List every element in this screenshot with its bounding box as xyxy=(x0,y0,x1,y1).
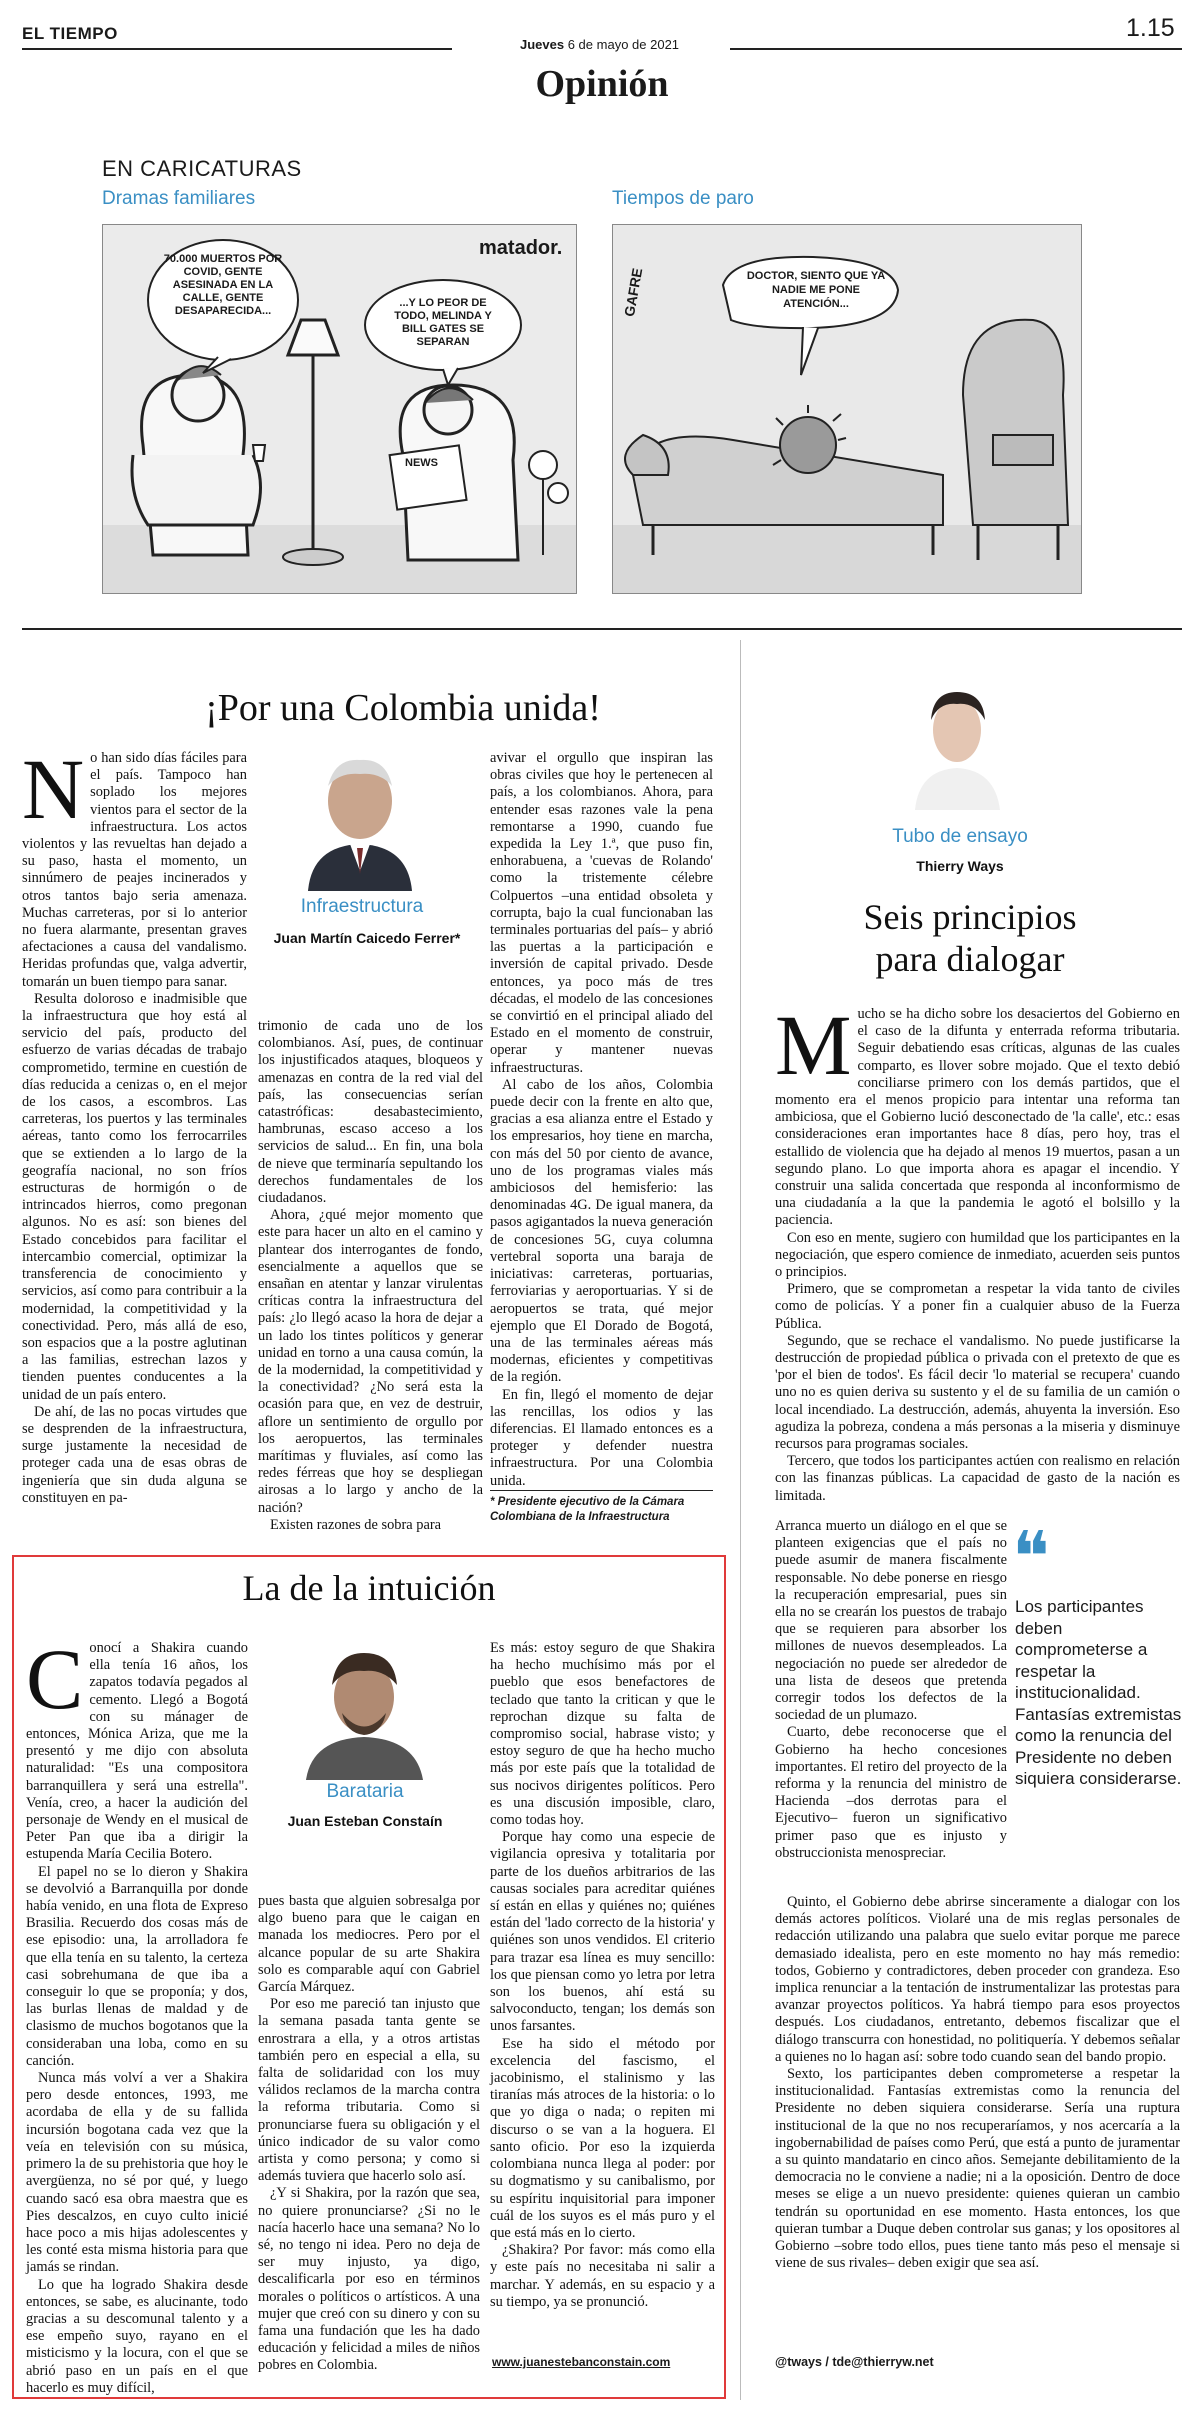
article-principios-p7: Cuarto, debe reconocerse que el Gobierno ha hecho concesiones importantes. El retiro del proyecto de la reforma y la renuncia del ministro de Hacienda –dos derrotas para el Ejecutivo– fueron un significativo primer paso que es injusto y obstruccionista menospreciar. xyxy=(775,1724,1007,1861)
footnote-rule xyxy=(490,1490,713,1491)
article-intuicion-p1: onocí a Shakira cuando ella tenía 16 años, los zapatos todavía pegados al cemento. Llegó a Bogotá con su mánager de entonces, Mónica Ariza, que me la presentó y me dijo con absoluta naturalidad: "Es una compositora barranquillera y será una estrella". Venía, creo, a hacer la audición del personaje de Wendy en el musical de Peter Pan que iba a dirigir la estupenda María Cecilia Botero. xyxy=(26,1640,248,1863)
article-intuicion-p3: Nunca más volví a ver a Shakira pero desde entonces, 1993, me acordaba de ella y de su fallida incursión bogotana cada vez que la veía en televisión con su música, primero la de su prehistoria que hoy le avergüenza, no sé por qué, y luego cuando sacó esa obra maestra que es Pies descalzos, en cuyo culto inicié hace poco a mis hijas adolescentes y les conté esta misma historia para que jamás se rindan. xyxy=(26,2070,248,2276)
article-principios-title-line1: Seis principios xyxy=(863,897,1077,937)
cartoon-left-title: Dramas familiares xyxy=(102,188,256,209)
article-intuicion-title: La de la intuición xyxy=(242,1568,496,1608)
article-colombia-footnote: * Presidente ejecutivo de la Cámara Colombiana de la Infraestructura xyxy=(490,1496,685,1523)
article-colombia-dropcap: N xyxy=(22,741,85,837)
article-intuicion-p2: El papel no se lo dieron y Shakira se devolvió a Barranquilla por donde había venido, en una flota de Expreso Brasilia. Recuerdo dos cosas más de ese episodio: una, la arrolladora fe que ella tenía en su talento, la certeza casi sobrehumana de que iba a conseguir lo que se proponía; y dos, las burlas llenas de maldad y de clasismo de muchos bogotanos que la consideraban una loba, como en su canción. xyxy=(26,1863,248,2069)
article-intuicion-dropcap: C xyxy=(26,1631,84,1727)
article-colombia-col3 xyxy=(490,750,713,1489)
brand-logo: EL TIEMPO xyxy=(22,24,118,43)
cartoon-right-bubble: DOCTOR, SIENTO QUE YA NADIE ME PONE ATENCIÓN... xyxy=(746,270,886,310)
article-intuicion-author: Juan Esteban Constaín xyxy=(287,1813,443,1829)
portrait-ways xyxy=(905,680,1010,810)
pull-quote-mark: ❝ xyxy=(1012,1516,1050,1598)
article-intuicion-col3 xyxy=(490,1640,715,2340)
article-colombia-col1 xyxy=(22,741,247,1530)
cartoon-left-signature: matador. xyxy=(479,237,563,259)
article-colombia-p9: En fin, llegó el momento de dejar las rencillas, los odios y las diferencias. El llamado entonces es a proteger y defender nuestra infraestructura. Por una Colombia unida. xyxy=(490,1386,713,1489)
article-principios-contact[interactable]: @tways / tde@thierryw.net xyxy=(775,2355,934,2369)
article-principios-dropcap: M xyxy=(775,997,852,1093)
pull-quote-text: Los participantes deben comprometerse a respetar la institucionalidad. Fantasías extremistas como la renuncia del Presidente no deben siquiera considerarse. xyxy=(1015,1597,1182,1788)
article-colombia-p6: Existen razones de sobra para xyxy=(270,1516,442,1533)
article-intuicion-p4: Lo que ha logrado Shakira desde entonces, se sabe, es alucinante, todo gracias a su descomunal talento y a ese empeño suyo, rayano en el misticismo y la locura, con el que se abrió paso en un país en el que hacerlo es muy difícil, xyxy=(26,2276,248,2396)
author-photo-ways xyxy=(905,680,1010,810)
article-colombia-col2 xyxy=(258,1018,483,1533)
date-rest: 6 de mayo de 2021 xyxy=(567,37,680,52)
article-colombia-p4: trimonio de cada uno de los colombianos. Así, pues, de continuar los injustificados ataques, bloqueos y amenazas en contra de la red vial del país, las consecuencias serían catastróficas: desabastecimiento, hambrunas, escaso acceso a los servicios de salud... En fin, una bola de nieve que terminaría sepultando los derechos fundamentales de los ciudadanos. xyxy=(258,1018,483,1207)
article-principios-p6: Arranca muerto un diálogo en el que se planteen exigencias que el país no puede asumir de manera fiscalmente responsable. No debe ponerse en riesgo la recuperación empresarial, pues sin ella no se crearán los puestos de trabajo que se requieren para absorber los millones de nuevos desempleados. La negociación no puede ser alrededor de una lista de deseos que pretenda corregir todos los defectos de la sociedad de un plumazo. xyxy=(775,1518,1007,1724)
article-intuicion-p6: Por eso me pareció tan injusto que la semana pasada tanta gente se enrostrara a ella, y a otros artistas también pero en especial a ella, su falta de solidaridad con los muy válidos reclamos de la marcha contra la reforma tributaria. Como si pronunciarse fuera su obligación y el único indicador de su valor como artista y como persona; y como si además tuviera que hacerlo solo así. xyxy=(258,1996,480,2185)
article-intuicion-website[interactable]: www.juanestebanconstain.com xyxy=(492,2355,671,2369)
article-principios-section-label: Tubo de ensayo xyxy=(892,826,1028,847)
article-intuicion-p5: pues basta que alguien sobresalga por algo bueno para que le caigan en manada los mediocres. Pero por el alcance popular de su arte Shakira solo es comparable aquí con Gabriel García Márquez. xyxy=(258,1893,480,1996)
article-intuicion-col2 xyxy=(258,1893,480,2383)
article-principios-title-line2: para dialogar xyxy=(875,939,1065,979)
article-intuicion-p11: ¿Shakira? Por favor: más como ella y este país no necesitaba ni salir a marchar. Y además, en su espacio y a su tiempo, ya se pronunció. xyxy=(490,2242,715,2310)
article-colombia-title: ¡Por una Colombia unida! xyxy=(205,687,601,729)
portrait-constain xyxy=(302,1635,427,1780)
article-principios-author: Thierry Ways xyxy=(916,858,1004,874)
article-principios-col-bottom xyxy=(775,1894,1180,2344)
cartoon-left-newspaper: NEWS xyxy=(405,457,438,469)
cartoon-dramas-familiares xyxy=(102,224,577,594)
article-principios-p2: Con eso en mente, sugiero con humildad que los participantes en la negociación, que espero comience de inmediato, acuerden seis puntos o principios. xyxy=(775,1229,1180,1281)
cartoon-right-signature: GAFRE xyxy=(621,266,646,318)
article-principios-col-top xyxy=(775,997,1180,1511)
article-intuicion-p9: Porque hay como una especie de vigilancia opresiva y totalitaria por parte de los dueños arbitrarios de las causas sociales para acreditar quiénes sí están en ellas y quiénes no; quiénes están del 'lado correcto de la historia' y quiénes son unos vendidos. El criterio para trazar esa línea es muy sencillo: los que piensan como yo letra por letra son los buenos, ahí está su salvoconducto, tengan; los demás son unos farsantes. xyxy=(490,1829,715,2035)
article-intuicion-p7: ¿Y si Shakira, por la razón que sea, no quiere pronunciarse? ¿Si no le nacía hacerlo hace una semana? No lo sé, no tengo ni idea. Pero no deja de ser muy injusto, ya digo, descalificarla por eso en términos morales o políticos o artísticos. A una mujer que creó con su dinero y con su fama una fundación que les ha dado educación y felicidad a miles de niños pobres en Colombia. xyxy=(258,2185,480,2374)
article-principios-p9: Sexto, los participantes deben comprometerse a respetar la institucionalidad. Fantasías extremistas como la renuncia del Presidente no deben siquiera considerarse. Sería una ruptura institucional de la que no nos recuperaríamos, y nos acercaría a la ingobernabilidad de países como Perú, que está a punto de juramentar a su quinto mandatario en cinco años. Semejante debilitamiento de la democracia no le conviene a nadie; ni a la oposición. Dentro de doce meses se elige a un nuevo presidente: quienes quieran un cambio tendrán su oportunidad en ese momento. Hasta entonces, los que quieran tumbar a Duque deben controlar sus ganas; y los opositores al Gobierno –sobre todo ellos, pues tiene tanto más peso el mensaje si viene de sus rivales– deben exigir que sea así. xyxy=(775,2066,1180,2272)
caricaturas-heading: EN CARICATURAS xyxy=(102,156,302,181)
header-rule-right xyxy=(730,48,1182,50)
cartoon-tiempos-de-paro xyxy=(612,224,1082,594)
article-principios-p4: Segundo, que se rechace el vandalismo. No puede justificarse la destrucción de propiedad pública o privada con el pretexto de que es 'por el bien de todos'. Es fácil decir 'lo material se recupera' cuando uno no es quien deriva su sustento y el de su familia de un camión o local incendiado. La destrucción, además, ahuyenta la inversión. Eso agudiza la pobreza, condena a más personas a la miseria y disminuye recursos para programas sociales. xyxy=(775,1332,1180,1453)
article-colombia-p7: avivar el orgullo que inspiran las obras civiles que hoy le pertenecen al país, a los colombianos. Ahora, para entender esas razones vale la pena remontarse a 1990, cuando fue expedida la Ley 1.ª, que puso fin, enhorabuena, a 'cuevas de Rolando' como la tristemente célebre Colpuertos –una entidad obsoleta y corrupta, bajo la cual funcionaban las terminales portuarias del país– y abrió las puertas a la participación e inversión de capital privado. Desde entonces, ya poco más de tres décadas, el modelo de las concesiones se convirtió en el principal aliado del Estado en el momento de construir, operar y mantener nuevas infraestructuras. xyxy=(490,750,713,1076)
column-separator xyxy=(740,640,741,2400)
article-colombia-section-label: Infraestructura xyxy=(300,896,424,917)
article-intuicion-col1 xyxy=(26,1631,248,2396)
section-title: Opinión xyxy=(535,63,669,105)
article-colombia-p8: Al cabo de los años, Colombia puede decir con la frente en alto que, gracias a esa alianza entre el Estado y los empresarios, hoy tiene en marcha, con más del 50 por ciento de avance, uno de los programas viales más ambiciosos del hemisferio: las denominadas 4G. De igual manera, da pasos agigantados la nueva generación de concesiones 5G, cuya columna vertebral soporta una baraja de iniciativas: carreteras, portuarias, ferroviarias y aeroportuarias. Y si de aeropuertos se trata, qué mejor ejemplo que El Dorado de Bogotá, una de las terminales aéreas más modernas, eficientes y competitivas de la región. xyxy=(490,1076,713,1386)
article-colombia-author: Juan Martín Caicedo Ferrer* xyxy=(273,930,461,946)
page-number: 1.15 xyxy=(1126,14,1175,42)
article-principios-p5: Tercero, que todos los participantes actúen con realismo en relación con las finanzas públicas. La capacidad de gasto de la nación es limitada. xyxy=(775,1453,1180,1504)
article-colombia-p5: Ahora, ¿qué mejor momento que este para hacer un alto en el camino y plantear dos interrogantes de fondo, esencialmente a aquellos que se ensañan en atentar y lanzar virulentas críticas contra la infraestructura del país: ¿lo llegó acaso la hora de dejar a un lado los tintes políticos y generar unidad en torno a una causa común, la de la modernidad, la competitividad y la conectividad? ¿No será esta la ocasión para que, en vez de destruir, aflore un sentimiento de orgullo por los aeropuertos, las terminales marítimas y fluviales, así como las redes férreas que hoy se despliegan airosas a lo largo y ancho de la nación? xyxy=(258,1207,483,1516)
article-intuicion-section-label: Barataria xyxy=(326,1781,404,1802)
author-photo-constain xyxy=(302,1635,427,1780)
article-intuicion-p10: Ese ha sido el método por excelencia del fascismo, el jacobinismo, el stalinismo y las tiranías más atroces de la historia: o lo que yo diga o nada; o repiten mi discurso o se van a la hoguera. El santo oficio. Por eso la izquierda colombiana nunca llega al poder: por su dogmatismo y su canibalismo, por su espíritu inquisitorial para imponer cuál de los suyos es el más puro y el que está más en lo cierto. xyxy=(490,2035,715,2241)
article-colombia-p3: De ahí, de las no pocas virtudes que se desprenden de la infraestructura, surge justamente la necesidad de proteger cada una de esas obras de ingeniería que sin duda alguna se constituyen en pa- xyxy=(22,1403,247,1506)
cartoon-left-bubble-2: ...Y LO PEOR DE TODO, MELINDA Y BILL GATES SE SEPARAN xyxy=(394,297,492,348)
article-principios-col-narrow xyxy=(775,1518,1007,1888)
article-principios-p3: Primero, que se comprometan a respetar la vida tanto de civiles como de policías. Y a poner fin a cualquier abuso de la Fuerza Pública. xyxy=(775,1281,1180,1332)
article-colombia-p2: Resulta doloroso e inadmisible que la infraestructura que hoy está al servicio del país, producto del esfuerzo de varias décadas de trabajo comprometido, termine en cuestión de días reducida a cenizas o, en el mejor de los casos, a escombros. Las carreteras, los puertos y las terminales aéreas, tanto como los ferrocarriles que se extienden a lo largo de la geografía nacional, no son fríos estructuras de hormigón o de intrincados hierros, como pregonan algunos. No es así: son bienes del Estado concebidos para facilitar el intercambio comercial, optimizar la transferencia de conocimiento y servicios, así como para contribuir a la modernidad, la competitividad y la conectividad. Pero, más allá de eso, son espacios que a la postre aglutinan a las familias, estrechan lazos y tienden puentes conducentes a la unidad de un país entero. xyxy=(22,990,247,1403)
portrait-caicedo xyxy=(300,746,420,891)
cartoon-right-title: Tiempos de paro xyxy=(612,188,754,209)
article-intuicion-p8: Es más: estoy seguro de que Shakira ha hecho muchísimo más por el pueblo que esos benefactores de teclado que tanto la critican y que le reprochan dizque su falta de compromiso social, habrase visto; y estoy seguro de que ha hecho mucho más por este país que la totalidad de sus nocivos dirigentes políticos. Pero es una discusión imposible, claro, como todas hoy. xyxy=(490,1640,715,1829)
cartoon-left-bubble-1: 70.000 MUERTOS POR COVID, GENTE ASESINADA EN LA CALLE, GENTE DESAPARECIDA... xyxy=(163,253,283,317)
header-rule-left xyxy=(22,48,452,50)
section-divider xyxy=(22,628,1182,630)
date-line xyxy=(520,37,679,52)
article-colombia-p1: o han sido días fáciles para el país. Tampoco han soplado los mejores vientos para el sector de la infraestructura. Los actos violentos y las revueltas han dejado a su paso, hasta el momento, un sinnúmero de peajes incinerados y otros tantos bajo seria amenaza. Muchas carreteras, por si lo anterior no fuera alarmante, presentan graves afectaciones a causa del vandalismo. Heridas profundas que, valga advertir, tomarán un buen tiempo para sanar. xyxy=(22,750,247,990)
date-weekday: Jueves xyxy=(520,37,565,52)
author-photo-caicedo xyxy=(300,746,420,891)
article-principios-p1: ucho se ha dicho sobre los desaciertos del Gobierno en el caso de la difunta y enterrada reforma tributaria. Seguir debatiendo esas críticas, algunas de las cuales comparto, es llover sobre mojado. Que el texto debió conciliarse primero con los demás partidos, que el momento era el menos propicio para intentar una reforma tan ambiciosa, que el Gobierno lució desconectado de 'la calle', etc.: esas consideraciones eran importantes hace 8 días, pero hoy, tras el estallido de violencia que ha dejado al menos 19 muertos, pasan a un segundo plano. Lo que importa ahora es apagar el incendio. Y construir una salida concertada que responda al inconformismo de una ciudadanía a la que la pandemia le agotó el bolsillo y la paciencia. xyxy=(775,1006,1180,1229)
article-principios-p8: Quinto, el Gobierno debe abrirse sinceramente a dialogar con los demás actores políticos. Violaré una de mis reglas personales de redacción utilizando una palabra que suelo evitar porque me parece demasiado idealista, pero en este momento no hay más remedio: todos, Gobierno y contradictores, deben proceder con grandeza. Eso implica renunciar a la tentación de instrumentalizar las protestas para avanzar proyectos políticos. Ya habrá tiempo para esos proyectos después. Los ciudadanos, entretanto, debemos fiscalizar que el diálogo transcurra con honestidad, no politiquería. Y debemos señalar a quienes no lo hagan así: sobre todo cuando sean del bando propio. xyxy=(775,1894,1180,2065)
